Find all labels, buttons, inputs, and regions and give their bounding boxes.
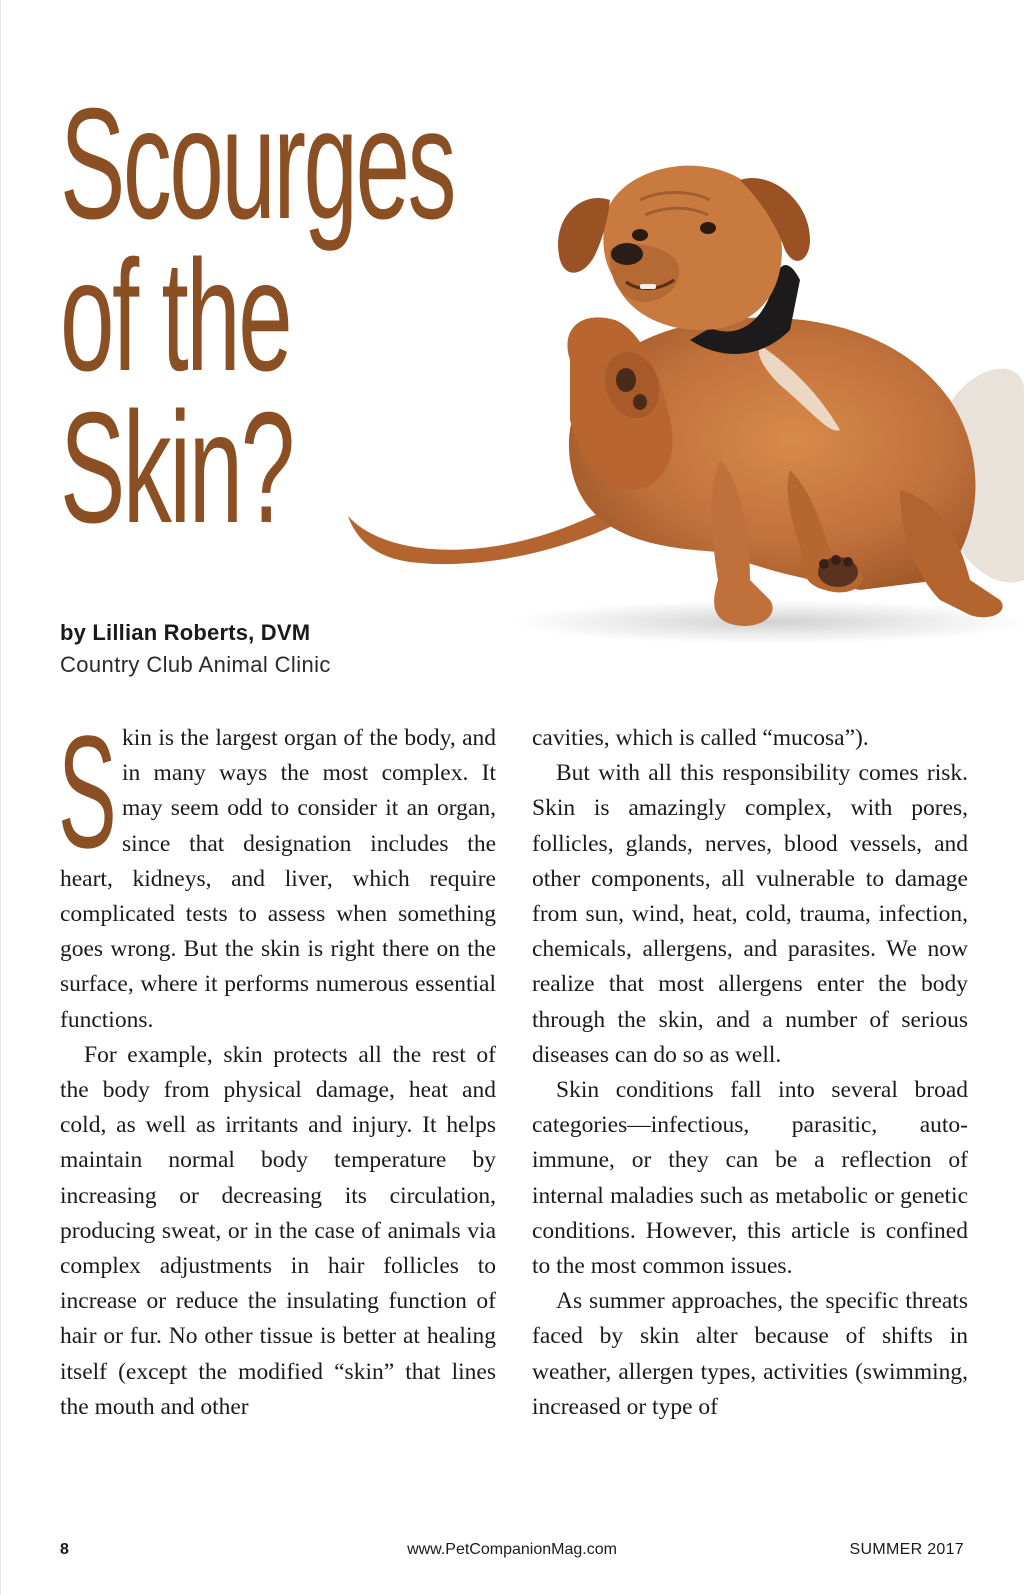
author-affiliation: Country Club Animal Clinic — [60, 652, 331, 677]
paragraph-5: As summer approaches, the specific threats faced by skin alter because of shifts in weather, allergen types, activities (swimming, increased or type of — [532, 1288, 968, 1420]
byline — [60, 620, 331, 678]
paragraph-2: For example, skin protects all the rest of the body from physical damage, heat and cold, as well as irritants and injury. It helps maintain normal body temperature by increasing or decreasing its circulation, producing sweat, or in the case of animals via complex adjustments in hair follicles to increase or reduce the insulating function of hair or fur. No other tissue is better at healing itself (except the modified “skin” that lines the mouth and other — [60, 1041, 496, 1420]
title-line-2: of the — [60, 228, 291, 404]
paragraph-2-continued: cavities, which is called “mucosa”). — [532, 725, 869, 751]
puppy-photo — [340, 160, 1024, 660]
title-line-1: Scourges — [60, 76, 455, 252]
article-title — [60, 76, 455, 556]
website-url[interactable]: www.PetCompanionMag.com — [407, 1541, 617, 1558]
left-column — [58, 702, 496, 1425]
right-column — [532, 721, 968, 1425]
drop-cap: S — [58, 702, 117, 881]
paragraph-1-text: kin is the largest organ of the body, and in many ways the most complex. It may seem odd to consider it an organ, since that designation includes the heart, kidneys, and liver, which require complicated tests to assess when something goes wrong. But the skin is right there on the surface, where it performs numerous essential functions. — [60, 725, 496, 1033]
paragraph-4: Skin conditions fall into several broad categories—infectious, parasitic, auto-immune, or they can be a reflection of internal maladies such as metabolic or genetic conditions. However, this article is confined to the most common issues. — [532, 1077, 968, 1280]
paragraph-3: But with all this responsibility comes risk. Skin is amazingly complex, with pores, follicles, glands, nerves, blood vessels, and other components, all vulnerable to damage from sun, wind, heat, cold, trauma, infection, chemicals, allergens, and parasites. We now realize that most allergens enter the body through the skin, and a number of serious diseases can do so as well. — [532, 760, 968, 1068]
page-number: 8 — [60, 1541, 69, 1558]
issue-date: SUMMER 2017 — [849, 1541, 964, 1558]
title-line-3: Skin? — [60, 380, 293, 556]
author-name: by Lillian Roberts, DVM — [60, 620, 311, 645]
page-footer — [60, 1541, 964, 1565]
paragraph-1 — [58, 702, 496, 1038]
